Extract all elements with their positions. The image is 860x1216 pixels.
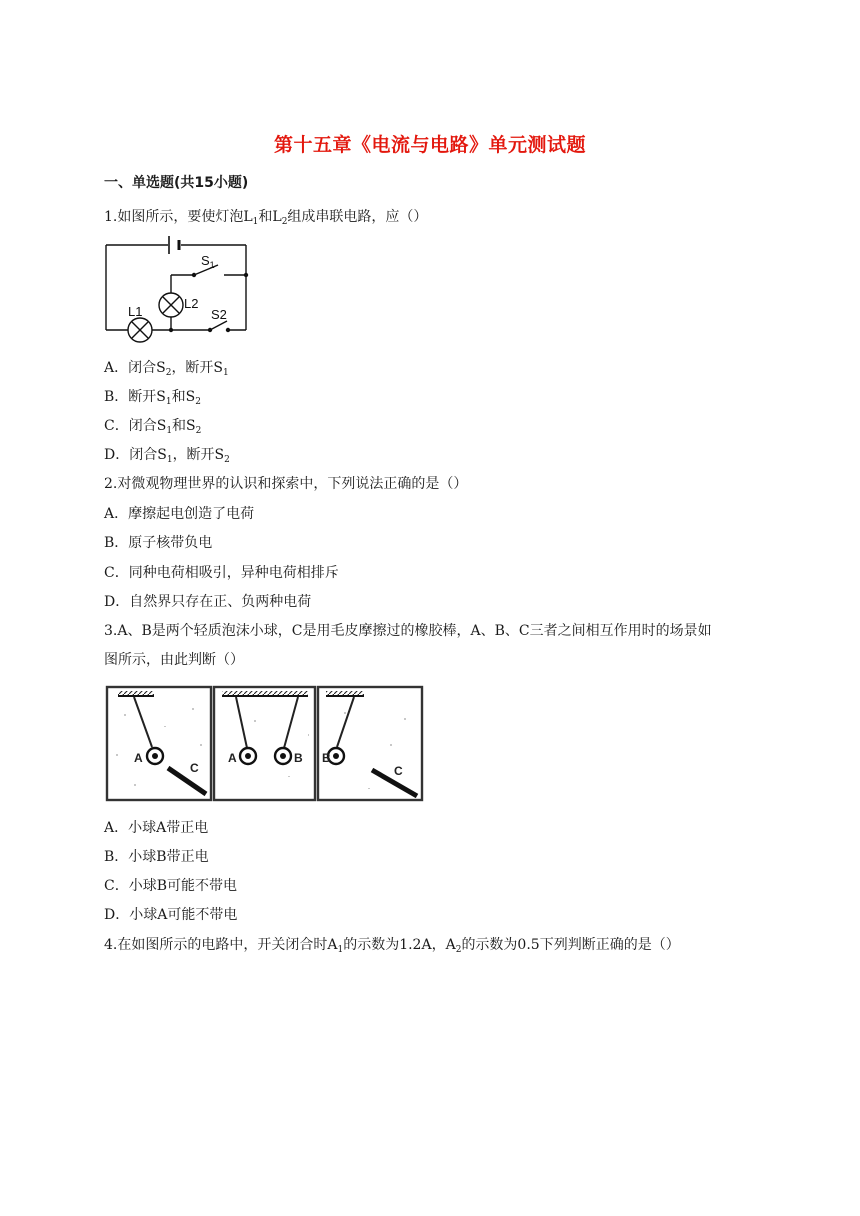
ball-b-label-2: B [294, 751, 303, 765]
question-2-option-a: A．摩擦起电创造了电荷 [104, 506, 255, 522]
question-1-option-b: B．断开$S_1$和$S_2$ [104, 389, 201, 407]
charged-balls-diagram [104, 684, 426, 804]
question-1-option-a: A．闭合$S_2$，断开$S_1$ [104, 360, 229, 378]
section-heading: 一、单选题(共15小题) [104, 175, 249, 191]
question-1-stem: 1.如图所示，要使灯泡$L_1$和$L_2$组成串联电路，应（） [104, 209, 428, 227]
question-1-option-d: D．闭合$S_1$，断开$S_2$ [104, 447, 230, 465]
question-2-option-c: C．同种电荷相吸引，异种电荷相排斥 [104, 565, 339, 581]
question-3-option-d: D．小球A可能不带电 [104, 907, 238, 923]
ball-a-label-1: A [134, 751, 143, 765]
label-l2: L2 [184, 296, 199, 311]
label-s1: $S_1$ [201, 253, 215, 270]
question-3-option-c: C．小球B可能不带电 [104, 878, 237, 894]
question-3-option-a: A．小球A带正电 [104, 820, 209, 836]
ball-a-label-2: A [228, 751, 237, 765]
ball-b-label-3: B [322, 751, 331, 765]
question-3-stem-line-2: 图所示，由此判断（） [104, 652, 244, 668]
question-3-option-b: B．小球B带正电 [104, 849, 209, 865]
question-3-stem-line-1: 3.A、B是两个轻质泡沫小球，C是用毛皮摩擦过的橡胶棒，A、B、C三者之间相互作用时的场景如 [104, 623, 712, 639]
question-1-option-c: C．闭合$S_1$和$S_2$ [104, 418, 202, 436]
series-circuit-diagram [98, 228, 258, 346]
rod-c-label-1: C [190, 761, 199, 775]
question-4-stem: 4.在如图所示的电路中，开关闭合时$A_1$的示数为1.2A，$A_2$的示数为0.5下列判断正确的是（） [104, 937, 680, 955]
question-2-option-b: B．原子核带负电 [104, 535, 213, 551]
label-l1: L1 [128, 304, 143, 319]
label-s2: S2 [211, 307, 227, 322]
question-2-stem: 2.对微观物理世界的认识和探索中，下列说法正确的是（） [104, 476, 468, 492]
page-title: 第十五章《电流与电路》单元测试题 [273, 134, 586, 156]
rod-c-label-3: C [394, 764, 403, 778]
question-2-option-d: D．自然界只存在正、负两种电荷 [104, 594, 312, 610]
